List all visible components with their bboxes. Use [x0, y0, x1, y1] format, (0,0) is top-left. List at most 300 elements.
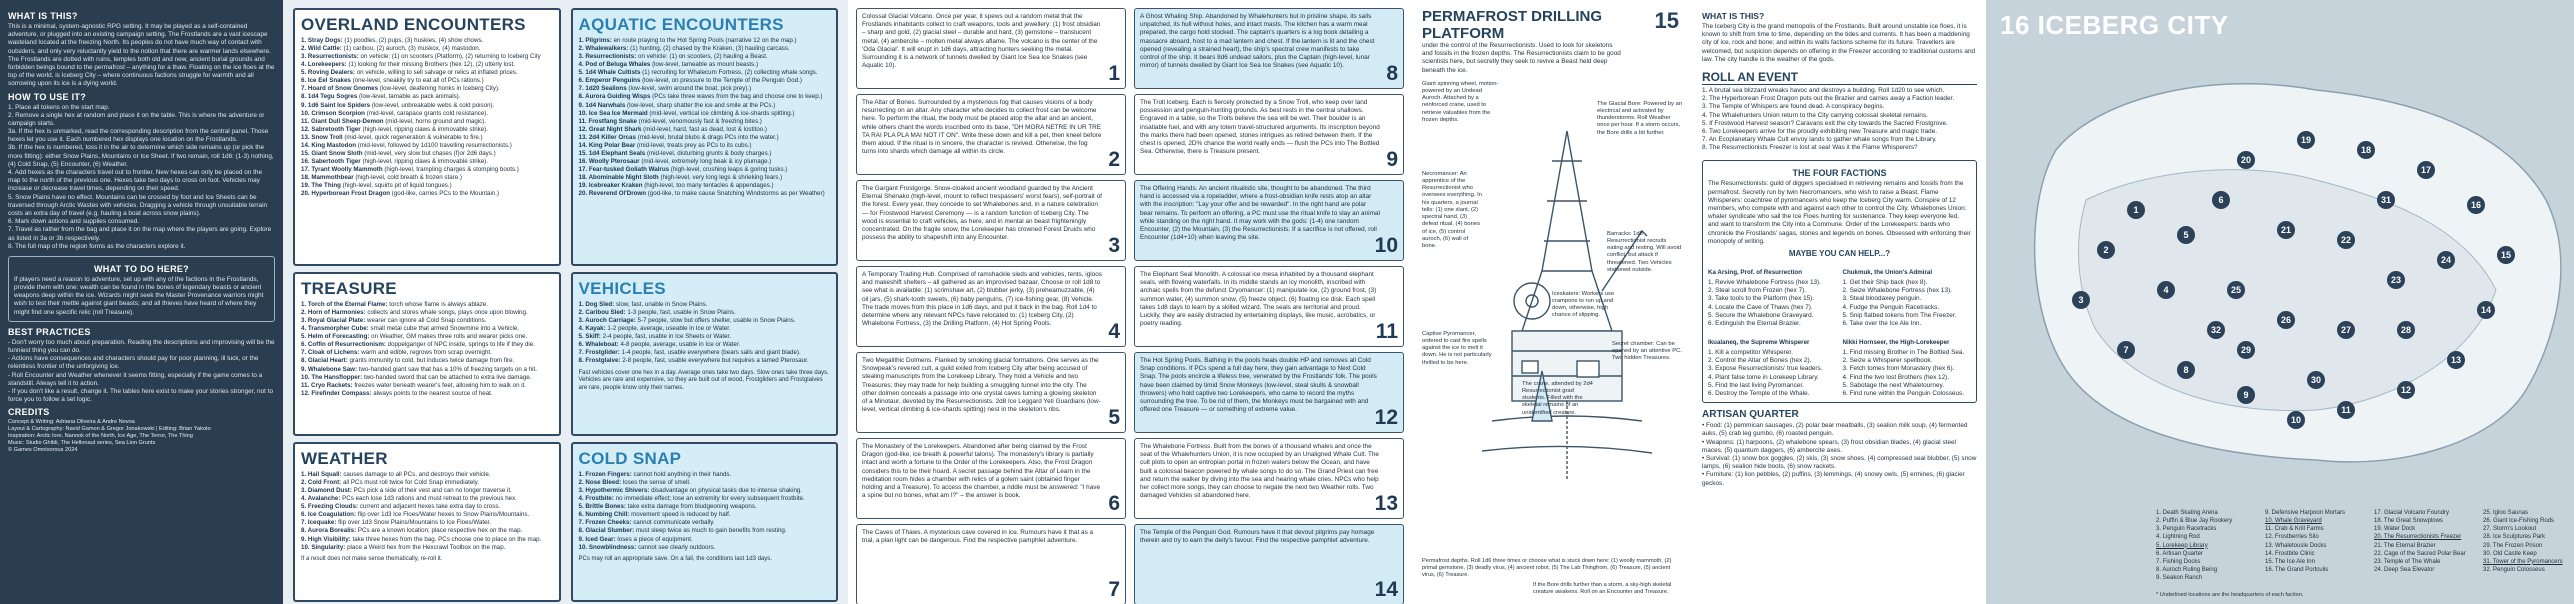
map-marker-8	[2177, 361, 2195, 379]
map-marker-28	[2397, 321, 2415, 339]
treasure-row	[301, 325, 553, 333]
cold-snap-row-label: 1. Frozen Fingers:	[578, 471, 632, 478]
treasure-row-label: 10. The Hansflopper:	[301, 373, 363, 381]
location-text: The Troll Iceberg. Each is fiercely protected by a Snow Troll, who keep over land possession and penguin-hunting grounds. As best rests in the central shallows. Engraved in a table, so the Trolls believe the sea will be wet. Their boulder is an insatiable fuel, and with any totem travel-structured arguments. Its inscription beyond the marks there had been opened, stones intrigues as retired between them. If the chest is opened, 2D% chance the world really ends — flush the PCs into The Bottled Sea. Otherwise, there is Treasure present.	[1140, 99, 1380, 156]
aquatic-row-label: 7. 1d20 Sealions	[578, 85, 627, 93]
location-card-12	[1134, 352, 1404, 433]
map-legend-note: * Underlined locations are the headquarters of each faction.	[2156, 592, 2304, 598]
caption-crane: The crane, attended by 2d4 Resurrectionist grad students. Filled with the skeletal remains of an unidentified creature.	[1522, 380, 1593, 416]
cold-snap-list	[579, 471, 831, 552]
map-marker-label: 29	[2240, 345, 2252, 356]
four-factions-heading: THE FOUR FACTIONS	[1792, 168, 1887, 179]
aquatic-row-label: 8. Aurora Guiding Wisps	[578, 93, 651, 101]
treasure-row-label: 2. Horn of Harmonies:	[301, 309, 366, 317]
platform-intro: under the control of the Resurrectionists. Used to look for skeletons and fossils in the frozen depths. The Resurrectionists claim to be good scientists here, but secretly they seek to revive a Beast held deep beneath the ice.	[1422, 42, 1621, 74]
map-marker-label: 23	[2390, 275, 2402, 286]
overland-row	[301, 85, 553, 93]
map-marker-label: 10	[2290, 415, 2302, 426]
overland-row	[301, 150, 553, 158]
how-step: 5. Snow Plains have no effect. Mountains can be crossed by foot and Ice Sheets can be traversed through Arctic Wastes with vehicles. Dragging a vehicle through unsuitable terrain costs an extra day of travel (e.g. hauling a boat across snow plains).	[8, 193, 268, 217]
vehicle-row-text: 1-2 people, average, useable in Ice or Water.	[607, 325, 731, 333]
faction-quest: 3. Steal bloodaxey penguin.	[1842, 295, 1922, 303]
location-text: The Elephant Seal Monolith. A colossal ice mesa inhabited by a thousand elephant seals, with flowing waterfalls. In its middle stands an icy monolith, inscribed with archaic spells from the defunct Cryomancer: (1) manipulate ice, (2) ground frost, (3) summon water, (4) summon snow, (5) freeze object, (6) floating ice disk. Each spell takes 1d8 days to learn by a skilled wizard. The seals are territorial and proud. Luckily, they are easily distracted by entertaining displays, like music, acrobatics, or poetry reading.	[1140, 271, 1377, 328]
location-number: 6	[1108, 492, 1120, 515]
vehicle-row-label: 1. Dog Sled:	[578, 301, 615, 308]
weather-row-text: flip over 1d3 Ice Floes/Water hexes to Snow Plains/Mountains.	[357, 511, 530, 519]
weather-row-label: 2. Cold Front:	[301, 479, 342, 487]
overland-row-text: (god-like, carries PCs to the Mountain.)	[391, 190, 500, 198]
caption-secret-chamber: Secret chamber: Can be opened by an attentive PC. Two hidden Treasures.	[1612, 340, 1682, 362]
vehicle-row-text: 4-8 people, average, usable in Ice or Water.	[620, 341, 741, 349]
overland-row-label: 18. Mammothbear	[301, 174, 354, 182]
how-step: 6. Mark down actions and supplies consumed.	[8, 218, 140, 226]
aquatic-row	[579, 93, 831, 101]
cold-snap-row-text: cannot communicate verbally.	[633, 519, 715, 527]
faction-help-grid	[1708, 261, 1971, 398]
treasure-row	[301, 301, 553, 309]
overland-row	[301, 102, 553, 110]
location-text: A Ghost Whaling Ship. Abandoned by Whalehunters but in pristine shape, its sails unpatched, its hull without holes, and intact masts. The kitchen has a warm meal prepared, the cargo hold stocked. The captain's quarters is a log book detailing a massacre aboard, host to a mad lantern and chest. If the lantern is lit and the chest opened (revealing a strained heart), the ship's spectral crew manifests to take control of the ship. It bears 8d6 undead sailors, plus the Captain (high-level, lunar mirror) of tunnels dwelled by Giant Ice Sea Ice Snakes (see Aquatic 10).	[1140, 13, 1375, 70]
location-text: The Offering Hands. An ancient ritualistic site, thought to be abandoned. The third hand is accessed via a ropeladder, where a frost-obsidian knife rests atop an altar with the inscription: "Lay your offer and be rewarded". In the right hand are polar bear remains. To perform an offering, a PC must use the ritual knife to slay an animal while standing on the right hand. It may work with the gods: (1-4) one random Encounter, (2) the Mountain, (3) the Resurrectionists. If a sacrifice is not offered, roll Encounter (1d4+10) when leaving the site.	[1140, 185, 1380, 242]
overland-row-text: (high-level, squirts pit of liquid tongues.)	[342, 182, 452, 190]
aquatic-row-text: (mid-level, hard, fast as dead, lost & lostitoo.)	[643, 125, 767, 133]
overland-row-text: (high-level, trampling charges & stomping boots.)	[384, 166, 519, 173]
overland-row-text: (low-level, deafening honks in Iceberg City).	[379, 85, 500, 93]
map-marker-19	[2297, 131, 2315, 149]
aquatic-row-text: (low-level, on pressure to the Temple of the Penguin God.)	[642, 77, 802, 85]
map-marker-label: 16	[2470, 200, 2482, 211]
rules-panel	[0, 0, 283, 604]
overland-row	[301, 45, 553, 53]
aquatic-row-label: 4. Pod of Beluga Whales	[578, 61, 651, 69]
caption-captive-pyromancer: Captive Pyromancer, ordered to cast fire spells against the ice to melt it down. He is not particularly thrilled to be here.	[1422, 330, 1492, 366]
how-to-use-heading: HOW TO USE IT?	[8, 91, 87, 102]
aquatic-row-label: 1. Pilgrims:	[578, 37, 612, 44]
vehicle-row	[579, 341, 831, 349]
cold-snap-row	[579, 511, 831, 519]
map-marker-label: 1	[2133, 205, 2139, 216]
vehicle-row-text: slow, fast, unable in Snow Plains.	[616, 301, 708, 308]
overland-row-label: 20. Hyperborean Frost Dragon	[301, 190, 391, 198]
faction-quest: 3. Fetch tomes from Monastery (hex 6).	[1842, 365, 1955, 373]
weather-row-label: 9. High Visibility:	[301, 535, 351, 543]
treasure-row	[301, 349, 553, 357]
treasure-row-label: 11. Cryo Rackets:	[301, 381, 353, 389]
cold-snap-row	[579, 527, 831, 535]
map-marker-label: 12	[2400, 385, 2412, 396]
location-number: 12	[1374, 406, 1398, 429]
map-legend	[2156, 509, 2574, 582]
faction-quest: 4. Find the two lost Brothers (hex 12).	[1842, 373, 1950, 381]
aquatic-row-text: (PCs take three waves from the bag and choose one to keep.)	[652, 93, 823, 101]
best-practices-heading: BEST PRACTICES	[8, 326, 91, 337]
cold-snap-row	[579, 479, 831, 487]
location-number: 8	[1386, 62, 1398, 85]
legend-item: 20. The Resurrectionists Freezer	[2374, 534, 2462, 541]
aquatic-encounters-list	[579, 37, 831, 198]
location-card-6	[856, 438, 1126, 519]
event-item: 8. The Resurrectionists Freezer is lost at sea! Was it the Flame Whisperers?	[1702, 144, 1918, 152]
treasure-row-label: 12. Firefinder Compass:	[301, 389, 372, 397]
maybe-help-heading: MAYBE YOU CAN HELP...?	[1788, 248, 1891, 258]
faction-quest: 2. Steal scroll from Frozen (hex 7).	[1708, 287, 1807, 295]
faction-help-column	[1843, 331, 1972, 398]
cold-snap-row-label: 6. Numbing Chill:	[578, 511, 630, 519]
city-what-heading: WHAT IS THIS?	[1702, 11, 1765, 21]
how-step: 1. Place all tokens on the start map.	[8, 103, 110, 111]
location-number: 14	[1374, 578, 1398, 601]
cold-snap-row-label: 3. Hypothermic Shivers:	[578, 487, 650, 495]
weather-footnote: If a result does not make sense thematically, re-roll it.	[301, 555, 443, 562]
overland-row	[301, 190, 553, 198]
cold-snap-row-text: movement speed is reduced by half.	[631, 511, 731, 519]
legend-item: 11. Crab & Krill Farms	[2265, 526, 2324, 533]
map-marker-10	[2287, 411, 2305, 429]
overland-row-label: 4. Lorekeepers:	[301, 61, 347, 69]
aquatic-row	[579, 118, 831, 126]
cold-snap-row-text: loses a piece of equipment.	[617, 535, 693, 543]
treasure-row	[301, 309, 553, 317]
location-card-8	[1134, 8, 1404, 89]
what-to-do-text: If players need a reason to adventure, set up with any of the factions in the Frostlands, provide them with one: wealth can be found in the bones of legendary beasts or ancient weapons deep within the ice. Wizards might seek the Master Provenance warriors might wish to test their mettle against giant beasts; and all thieves have heard of where they might find one specific relic (roll Treasure).	[14, 275, 264, 316]
legend-item: 13. Whaletousle Docks	[2265, 542, 2327, 549]
legend-item: 25. Igloo Saunas	[2483, 510, 2529, 517]
map-marker-label: 30	[2310, 375, 2322, 386]
overland-row-text: on vehicle: (1) on scooters (Platform), (2) returning to Iceberg City	[360, 53, 541, 61]
map-marker-label: 4	[2163, 285, 2169, 296]
overland-row	[301, 53, 553, 61]
weather-row-label: 8. Aurora Borealis:	[301, 527, 357, 535]
faction-help-column	[1843, 261, 1972, 328]
map-marker-label: 14	[2480, 305, 2492, 316]
legend-item: 22. Cage of the Sacred Polar Bear	[2374, 550, 2466, 557]
faction-quest: 4. Plant false tome in Lorekeep Library.	[1708, 373, 1819, 381]
overland-row-label: 13. Snow Troll	[301, 133, 343, 141]
legend-item: 27. Storm's Lookout	[2483, 526, 2537, 533]
cold-snap-row-text: take extra damage from bludgeoning weapons.	[627, 503, 757, 511]
what-to-do-box	[8, 256, 275, 322]
map-marker-label: 11	[2341, 405, 2351, 416]
caption-iceskaters: Iceskaters: Workers use crampons to run up and down, otherwise, high chance of slipping.	[1552, 290, 1615, 319]
weather-title: WEATHER	[301, 449, 388, 468]
overland-row-text: (1) looking for their missing Brothers (hex 12), (2) utterly lost.	[348, 61, 515, 69]
roll-event-heading: ROLL AN EVENT	[1702, 70, 1977, 85]
overland-row-label: 19. The Thing	[301, 182, 341, 190]
overland-encounters-title: OVERLAND ENCOUNTERS	[301, 15, 526, 34]
aquatic-row-label: 2. Whalewalkers:	[578, 45, 629, 53]
map-marker-2	[2097, 241, 2115, 259]
map-marker-label: 26	[2280, 315, 2292, 326]
weather-row-label: 7. Icequake:	[301, 519, 337, 527]
cold-snap-row-text: disadvantage on physical tasks due to intense shaking.	[651, 487, 803, 495]
aquatic-row-label: 17. Fear-tusked Goliath Walrus	[578, 166, 670, 173]
cold-snap-row-label: 2. Nose Bleed:	[578, 479, 622, 487]
map-marker-29	[2237, 341, 2255, 359]
aquatic-row-label: 10. Ice Sea Ice Mermaid	[578, 109, 648, 117]
legend-item: 3. Penguin Racetracks	[2156, 526, 2217, 533]
location-card-7	[856, 524, 1126, 604]
map-marker-13	[2447, 351, 2465, 369]
weather-row-label: 1. Hail Squall:	[301, 471, 342, 478]
overland-row-text: (high-level, cold breath & frozen stare.)	[355, 174, 462, 182]
map-marker-16	[2467, 196, 2485, 214]
map-marker-6	[2212, 191, 2230, 209]
location-card-10	[1134, 180, 1404, 261]
faction-quest: 5. Secure the Whalebone Graveyard.	[1708, 311, 1814, 319]
vehicle-row-label: 8. Frostglaive:	[578, 357, 621, 365]
weather-row	[301, 495, 553, 503]
map-marker-label: 8	[2183, 365, 2189, 376]
aquatic-row-text: (god-like, to make cause Snatching Windstorms as per Weather)	[647, 190, 825, 198]
treasure-row-label: 8. Glacial Heart:	[301, 357, 348, 365]
best-practices-text: - Don't worry too much about preparation. Reading the descriptions and improvising will be the funniest thing you can do. - Actions have consequences and characters should pay for poor planning, ill luck, or the relentless frontier of the unforgiving ice. - Roll Encounter and Weather whenever it seems fitting, especially if the game comes to a standstill. Always tell it to action. - If you don't like a result, change it. The tables here exist to make your stories stronger, not to force you to follow a set logic.	[8, 338, 275, 404]
legend-item: 32. Penguin Colosseus	[2483, 566, 2545, 573]
map-marker-label: 18	[2360, 145, 2372, 156]
treasure-row	[301, 382, 553, 390]
weather-row	[301, 487, 553, 495]
legend-item: 5. Lorekeep Library	[2156, 542, 2208, 549]
weather-row	[301, 544, 553, 552]
weather-card	[293, 442, 561, 602]
map-marker-23	[2387, 271, 2405, 289]
aquatic-row-label: 14. King Polar Bear	[578, 141, 636, 149]
treasure-row	[301, 333, 553, 341]
overland-row-text: (mid-level, very slow but chases (f)or 2d6 days.)	[364, 149, 496, 157]
location-number: 4	[1108, 320, 1120, 343]
weather-row-label: 4. Avalanche:	[301, 495, 341, 503]
aquatic-row-text: (mid-level, extremely long beak & icy plumage.)	[641, 157, 772, 165]
aquatic-row-text: (low-level, tameable as mount beasts.)	[652, 61, 759, 69]
map-marker-label: 13	[2450, 355, 2462, 366]
overland-row	[301, 126, 553, 134]
aquatic-row-label: 5. 1d4 Whale Cultists	[578, 69, 641, 77]
legend-column	[2156, 509, 2261, 582]
cold-snap-row-label: 4. Frostbite:	[578, 495, 614, 503]
aquatic-row	[579, 126, 831, 134]
map-marker-17	[2417, 161, 2435, 179]
legend-item: 8. Auroch Ruling Being	[2156, 566, 2218, 573]
vehicles-footnote: Fast vehicles cover one hex in a day. Average ones take two days. Slow ones take three days. Vehicles are rare and expensive, so they are built out of wood, Frostgliders and Frostglaives are rare, people know only their names.	[578, 369, 829, 391]
cold-snap-row	[579, 536, 831, 544]
map-marker-20	[2237, 151, 2255, 169]
overland-row	[301, 182, 553, 190]
cold-snap-row	[579, 495, 831, 503]
location-number: 1	[1108, 62, 1120, 85]
overland-row	[301, 142, 553, 150]
aquatic-row-label: 9. 1d4 Narwhals	[578, 101, 626, 109]
vehicles-list	[579, 301, 831, 366]
location-text: Colossal Glacial Volcano. Once per year, it spews out a random metal that the Frostlands inhabitants collect to craft weapons, tools and jewellery: (1) frost obsidian – sharp and gold, (2) glacial steel – durable and hard, (3) gemstone – translucent metal, (4) ambercite – molten metal always aflame. The volcano is the center of the 'Oda Glacial'. It will erupt in 1d6 days, attracting hunters seeking the metal. Surrounding it is a network of tunnels dwelled by Giant Ice Sea Ice Snakes (see Aquatic 10).	[862, 13, 1101, 70]
map-marker-label: 25	[2230, 285, 2242, 296]
location-number: 7	[1108, 578, 1120, 601]
legend-item: 15. The Ice Ale Inn	[2265, 558, 2315, 565]
vehicle-row	[579, 301, 831, 309]
aquatic-row	[579, 134, 831, 142]
map-marker-30	[2307, 371, 2325, 389]
faction-quest: 1. Find missing Brother in The Bottled Sea.	[1842, 349, 1965, 357]
faction-help-column	[1708, 331, 1837, 398]
four-factions-box	[1702, 160, 1977, 403]
faction-quest: 6. Find rune within the Penguin Colosseus.	[1842, 390, 1964, 397]
cold-snap-row	[579, 519, 831, 527]
legend-column	[2265, 509, 2370, 582]
treasure-row-text: small metal cube that armed Snowmine into a Vehicle.	[370, 325, 520, 333]
faction-leader-name: Chukmuk, the Union's Admiral	[1842, 268, 1933, 276]
overland-row-text: (mid-level, carapace grants cold resistance).	[366, 109, 489, 117]
map-marker-11	[2337, 401, 2355, 419]
aquatic-row	[579, 142, 831, 150]
cold-snap-row-label: 8. Glacial Slumber:	[578, 527, 635, 535]
aquatic-row-text: (1) hunting, (2) chased by the Kraken, (3) hauling carcass.	[630, 45, 790, 53]
legend-item: 16. The Grand Portculis	[2265, 566, 2329, 573]
overland-row-label: 10. Crimson Scorpion	[301, 109, 365, 117]
map-marker-label: 19	[2300, 135, 2312, 146]
aquatic-row-text: (high-level, too many tentacles & appendages.)	[644, 182, 774, 190]
legend-item: 31. Tower of the Pyromancers	[2483, 558, 2563, 565]
vehicle-row-text: 1-4 people, fast, usable everywhere (bears sails and giant blade).	[621, 349, 801, 357]
faction-quest: 2. Seize a Whisperer spellbook.	[1842, 357, 1933, 365]
platform-number: 15	[1654, 8, 1679, 33]
weather-row-text: PCs each lose 1d3 rations and must retreat to the previous hex.	[342, 495, 517, 503]
event-item: 6. Two Lorekeepers arrive for the proudly exhibiting new Treasure and magic trade.	[1702, 127, 1938, 135]
aquatic-row-text: (high-level, crushing leaps & goring tusks.)	[670, 166, 788, 173]
cold-snap-footnote: PCs may roll an appropriate save. On a fail, the conditions last 1d3 days.	[578, 555, 772, 562]
what-is-this-heading: WHAT IS THIS?	[8, 11, 78, 21]
drilling-rig-drawing	[1482, 121, 1652, 521]
platform-bottom	[1422, 558, 1683, 596]
weather-row	[301, 479, 553, 487]
overland-row-label: 17. Tyrant Woolly Mammoth	[301, 166, 383, 173]
legend-item: 6. Artisan Quarter	[2156, 550, 2204, 557]
treasure-row-label: 3. Royal Glacial Plate:	[301, 317, 366, 325]
overland-row-text: (mid-level, followed by 1d100 travelling resurrectionists.)	[357, 141, 512, 149]
overland-row-label: 9. 1d6 Saint Ice Spiders	[301, 101, 371, 109]
overland-encounters-card	[293, 8, 561, 266]
artisan-quarter-text: • Food: (1) pemmican sausages, (2) polar bear meatballs, (3) sealion milk soup, (4) fermented auks, (5) crab leg gumbo, (6) roasted penguin. • Weapons: (1) harpoons, (2) whalebone spears, (3) frost obsidian blades, (4) glacial steel maces, (5) quantum daggers, (6) ambercite axes. • Survival: (1) snow box goggles, (2) skis, (3) snow shoes, (4) compressed seal blubber, (5) snow lamps, (6) sealion hide boots, (6) snow rackets. • Furniture: (1) lion pebbles, (2) puffins, (3) lemmings, (4) snowy owls, (5) ermines, (6) glacier geckos.	[1702, 422, 1977, 487]
treasure-row-text: doppelganger of NPC inside, springs to life if they die.	[387, 341, 535, 349]
event-item: 5. If Frostwood Harvest season? Caravans exit the city towards the Sacred Frostgrove.	[1702, 119, 1948, 127]
aquatic-row-text: on vehicle: (1) on scooters, (2) hauling a Beast.	[638, 53, 768, 61]
vehicle-row-label: 3. Auroch Carriage:	[578, 317, 636, 325]
cold-snap-row-label: 9. Iced Gear:	[578, 535, 616, 543]
caption-spinning-wheel: Giant spinning wheel, motion-powered by an Undead Auroch. Attached by a reinforced crane, used to retrieve valuables from the frozen depths.	[1422, 80, 1499, 123]
location-text: The Monastery of the Lorekeepers. Abandoned after being claimed by the Frost Dragon (god-like, ice breath & powerful talons). The monastery's library is partially intact and worth a fortune to the Order of the Lorekeepers. Also, the Frost Dragon considers this to be their hoard. A secret passage behind the Altar of Learn in the meditation room hides a chamber with relics of a golem saint (obtained finger holding and a Treasure). To access the chamber, a riddle must be answered: "I have a spine but no bones, what am I?" – the answer is book.	[862, 443, 1101, 500]
map-marker-9	[2237, 386, 2255, 404]
aquatic-row-text: en route praying to the Hot Spring Pools (narrative 12 on the map.)	[613, 37, 797, 44]
overland-row-text: (one-level, sneakily try to eat all of PCs rations.)	[352, 77, 484, 85]
cold-snap-card	[571, 442, 839, 602]
faction-quest: 1. Get their Ship back (hex 8).	[1842, 278, 1928, 286]
overland-row	[301, 174, 553, 182]
aquatic-row-label: 11. Frostfang Snake	[578, 117, 637, 125]
aquatic-row-text: (mid-level, venomously fast & freezing bites.)	[638, 117, 762, 125]
overland-row-label: 8. 1d4 Tegu Sogres	[301, 93, 358, 101]
overland-row-label: 5. Roving Dealers:	[301, 69, 355, 77]
cold-snap-row-label: 5. Brittle Bones:	[578, 503, 626, 511]
how-step: 7. Travel as rather from the bag and place it on the map where the players are going. Explore as listed in 3a or 3b respectively.	[8, 226, 272, 242]
weather-row-label: 10. Singularity:	[301, 543, 346, 551]
treasure-row-text: two-handed giant saw that has a 10% of freezing targets on a hit.	[358, 365, 537, 373]
faction-quest: 2. Seize Whalebone Fortress (hex 13).	[1842, 287, 1952, 295]
aquatic-row-text: (low-level, swim around the boat, pick prey).)	[628, 85, 752, 93]
location-card-1	[856, 8, 1126, 89]
weather-row-text: PCs are a known location; place respective hex on the map.	[357, 527, 523, 535]
legend-item: 30. Old Castle Keep	[2483, 550, 2537, 557]
faction-quest: 1. Kill a competitor Whisperer.	[1708, 349, 1793, 357]
city-info-panel	[1693, 0, 1986, 604]
overland-row-text: (1) caribou, (2) auroch, (3) muskox, (4) mastodon.	[343, 45, 481, 53]
faction-quest: 6. Extinguish the Eternal Brazier.	[1708, 319, 1801, 327]
aquatic-row-text: (mid-level, brutal blubs & drags PCs into the water.)	[637, 133, 779, 141]
map-marker-label: 3	[2078, 295, 2084, 306]
map-marker-3	[2072, 291, 2090, 309]
how-step: 4. Add hexes as the characters travel out to frontier. New hexes can only be placed on the map to the north of the previous one. Hexes take two days to cross on foot. Vehicles may increase or decrease travel times, depending on their speed.	[8, 169, 263, 193]
weather-row-text: causes damage to all PCs, and destroys their vehicle.	[343, 471, 491, 478]
permafrost-depths-text: Permafrost depths. Roll 1d6 three times or choose what is stuck down here: (1) woolly mammoth, (2) primal gemstone, (3) deadly virus, (4) ancient robot, (5) The Lab Thingfrom, (6) Treasure, (5) ancient virus, (6) Treasure.	[1422, 558, 1672, 579]
bore-drills-text: If the Bore drills further than a storm, a sky-high skeletal creature awakens. Roll on an Encounter and Treasure.	[1533, 582, 1672, 596]
treasure-row-text: on Weather, GM makes three rolls and wearer picks one.	[371, 333, 528, 341]
aquatic-row	[579, 150, 831, 158]
overland-row-text: (high-level, ripping claws & immovable strike).	[362, 125, 488, 133]
event-item: 2. The Hyperborean Frost Dragon puts out the Brazier and carries away a Faction leader.	[1702, 95, 1955, 103]
caption-glacial-bore: The Glacial Bore: Powered by an electrical and activated by thunderstorms. Roll Weather once per hour. If a storm occurs, the Bore drills a bit further.	[1597, 100, 1683, 136]
aquatic-row-label: 19. Icebreaker Kraken	[578, 182, 643, 190]
treasure-row-label: 1. Torch of the Eternal Flame:	[301, 301, 388, 308]
aquatic-row	[579, 110, 831, 118]
weather-row	[301, 519, 553, 527]
cold-snap-title: COLD SNAP	[578, 449, 682, 468]
aquatic-row-text: (mid-level, treats prey as PCs to its cubs.)	[636, 141, 752, 149]
map-marker-31	[2377, 191, 2395, 209]
overland-row-label: 3. Resurrectionists:	[301, 53, 359, 61]
aquatic-row-text: (1) recruiting for Whalecum Fortress, (2) collecting whale songs.	[642, 69, 818, 77]
aquatic-row	[579, 166, 831, 174]
weather-row-text: take three hexes from the bag. PCs choose one to place on the map.	[352, 535, 542, 543]
map-marker-26	[2277, 311, 2295, 329]
aquatic-row-text: (low-level, sharp shatter the ice and smile at the PCs.)	[627, 101, 776, 109]
overland-row	[301, 93, 553, 101]
treasure-row	[301, 357, 553, 365]
aquatic-row-label: 13. 2d4 Killer Orcas	[578, 133, 636, 141]
vehicle-row-label: 2. Caribou Sled:	[578, 309, 626, 317]
aquatic-row	[579, 158, 831, 166]
aquatic-row	[579, 174, 831, 182]
drilling-platform-panel	[1412, 0, 1693, 604]
platform-title: PERMAFROST DRILLING PLATFORM	[1422, 8, 1602, 42]
cold-snap-row	[579, 487, 831, 495]
location-text: A Temporary Trading Hub. Comprised of ramshackle sleds and vehicles, tents, igloos and makeshift shelters – all gathered as an improvised bazaar. Choose or roll 1d8 to see what is available: (1) scrimshaw art, (2) blubber jerky, (3) preheamuzzable, (4) oil jars, (5) shark-tooth sweets, (6) baby penguins, (7) ice-fishing gear, (8) Vehicle. The trade moves from this place in 1d6 days, and put it back in the bag. Roll 1d4 to determine where any relevant NPCs have relocated to: (1) Iceberg City, (2) Whalebone Fortress, (3) the Drilling Platform, (4) Hot Spring Pools.	[862, 271, 1102, 328]
map-marker-18	[2357, 141, 2375, 159]
map-marker-5	[2177, 226, 2195, 244]
legend-item: 12. Frostberries Silo	[2265, 534, 2319, 541]
legend-item: 10. Whale Graveyard	[2265, 518, 2322, 525]
legend-item: 9. Defensive Harpoon Mortars	[2265, 510, 2346, 517]
faction-help-column	[1708, 261, 1837, 328]
location-number: 9	[1386, 148, 1398, 171]
treasure-row-text: grants immunity to cold, but induces twice damage from fire.	[349, 357, 515, 365]
weather-row-text: PCs pick a side of their vest and can no longer traverse it.	[353, 487, 512, 495]
overland-row-text: (1) poodles, (2) pups, (3) huskies, (4) show chows.	[344, 37, 484, 44]
weather-row-label: 5. Freezing Clouds:	[301, 503, 359, 511]
legend-item: 24. Deep Sea Elevator	[2374, 566, 2435, 573]
aquatic-row	[579, 69, 831, 77]
cold-snap-row-text: loses the sense of smell.	[622, 479, 691, 487]
overland-row	[301, 158, 553, 166]
legend-item: 21. The Eternal Brazier	[2374, 542, 2436, 549]
overland-row-label: 1. Stray Dogs:	[301, 37, 343, 44]
weather-row-text: all PCs must roll twice for Cold Snap immediately.	[342, 479, 480, 487]
location-number: 11	[1375, 320, 1398, 343]
